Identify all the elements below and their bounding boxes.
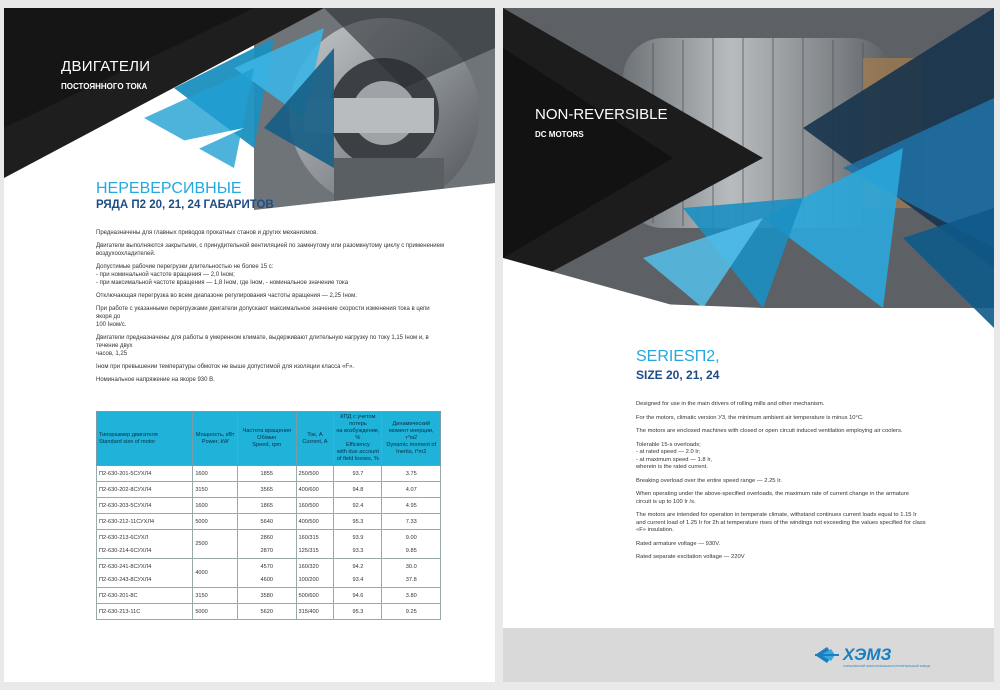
cell-value: 93.4 <box>352 576 364 583</box>
cell-value: П2-630-201-5СУХЛ4 <box>99 470 152 477</box>
cell-value: 5640 <box>260 518 273 525</box>
table-row <box>97 588 441 604</box>
cell-value: П2-630-213-11С <box>99 608 141 615</box>
section-subtitle: РЯДА П2 20, 21, 24 ГАБАРИТОВ <box>96 199 274 211</box>
cell-value: 315/400 <box>298 608 319 615</box>
table-cell-power: 5000 <box>193 604 238 620</box>
table-cell-inertia <box>382 482 441 498</box>
cell-value: 95.3 <box>352 518 364 525</box>
paragraph-line: Предназначены для главных приводов прокатных станов и других механизмов. <box>96 230 318 236</box>
cell-value: 1865 <box>260 502 273 509</box>
table-cell-eff <box>334 588 382 604</box>
cell-value: П2-630-213-6СУХЛ <box>99 534 149 541</box>
table-cell-eff <box>334 466 382 482</box>
table-cell-power: 3150 <box>193 588 238 604</box>
table-row <box>97 514 441 530</box>
paragraph <box>636 415 966 423</box>
table-cell-eff <box>334 498 382 514</box>
cell-value: 3.75 <box>405 470 417 477</box>
cell-value: 92.4 <box>352 502 364 509</box>
header-line: момент инерции, т*м2 <box>388 428 434 441</box>
table-row <box>97 604 441 620</box>
paragraph-line: Designed for use in the main drivers of rolling mills and other mechanism. <box>636 401 825 407</box>
header-line: Об/мин <box>257 435 277 441</box>
header-subtitle: ПОСТОЯННОГО ТОКА <box>61 82 148 91</box>
cell-value: П2-630-214-6СУХЛ4 <box>99 547 152 554</box>
table-cell-current <box>296 482 334 498</box>
cell-value: 95.3 <box>352 608 364 615</box>
cell-value: 100/200 <box>298 576 319 583</box>
cell-value: П2-630-241-8СУХЛ4 <box>99 563 152 570</box>
table-cell-speed <box>238 530 296 559</box>
header-line: Ток, А <box>307 431 323 438</box>
header-line: КПД с учетом <box>340 414 376 420</box>
paragraph-line: - при максимальной частоте вращения — 1,8 Iном, где Iном, - номинальное значение тока <box>96 280 349 286</box>
paragraph-line: - at rated speed — 2.0 Ir; <box>636 449 701 455</box>
paragraph-line: Двигатели предназначены для работы в умеренном климате, выдерживают длительную нагрузку по току 1,15 Iном и, в течение двух <box>96 335 429 349</box>
paragraph-line: 100 Iном/с. <box>96 322 127 328</box>
cell-value: 400/600 <box>298 486 319 493</box>
table-row <box>97 530 441 559</box>
header-line: of field losses, % <box>336 456 379 462</box>
table-cell-current <box>296 466 334 482</box>
paragraph <box>96 363 446 371</box>
header-line: Speed, rpm <box>252 442 282 448</box>
paragraph-line: Допустимые рабочие перегрузки длительностью не более 15 с: <box>96 264 274 270</box>
header-line: Мощность, кВт <box>195 431 235 438</box>
paragraph-line: - at maximum speed — 1.8 Ir, <box>636 456 713 463</box>
header-line: with due account <box>336 449 379 455</box>
table-cell-speed <box>238 604 296 620</box>
cell-value: 4600 <box>260 576 273 583</box>
paragraph-line: Rated separate excitation voltage — 220V <box>636 554 745 560</box>
header-title: ДВИГАТЕЛИ <box>61 58 151 75</box>
cell-value: 1855 <box>260 470 273 477</box>
paragraph-line: - при номинальной частоте вращения — 2,0 Iном; <box>96 272 235 278</box>
table-cell-model <box>97 559 193 588</box>
table-cell-inertia <box>382 588 441 604</box>
paragraph <box>636 428 966 436</box>
paragraph-line: and current load of 1.25 Ir for 2h at temperature rises of the windings not exceeding the values specified for class <box>636 519 926 526</box>
cell-value: П2-630-243-8СУХЛ4 <box>99 576 152 583</box>
cell-value: 30.0 <box>405 563 417 570</box>
cell-value: 125/315 <box>298 547 319 554</box>
paragraph <box>96 242 446 258</box>
paragraph <box>96 376 446 384</box>
table-cell-speed <box>238 498 296 514</box>
header-line: Current, A <box>302 438 328 445</box>
cell-value: 9.00 <box>405 534 417 541</box>
cell-value: 2860 <box>260 534 273 541</box>
series-subtitle: SIZE 20, 21, 24 <box>636 368 720 382</box>
header-line: Dynamic moment of <box>386 442 437 448</box>
table-row <box>97 466 441 482</box>
cell-value: 94.2 <box>352 563 364 570</box>
table-row <box>97 559 441 588</box>
paragraph <box>636 401 966 409</box>
paragraph-line: Двигатели выполняются закрытыми, с принудительной вентиляцией по замкнутому или разомкнутому циклу с применением <box>96 243 445 249</box>
left-page <box>4 8 495 682</box>
paragraph-line: Rated armature voltage — 930V. <box>636 540 721 547</box>
description-block-en <box>636 401 966 568</box>
table-row <box>97 498 441 514</box>
paragraph <box>636 512 966 535</box>
cell-value: 93.3 <box>352 547 364 554</box>
paragraph <box>636 541 966 549</box>
paragraph-line: Breaking overload over the entire speed range — 2.25 Ir. <box>636 477 782 484</box>
table-header-cell <box>382 412 441 466</box>
table-cell-model <box>97 604 193 620</box>
paragraph-line: The motors are intended for operation in temperate climate, withstand continues current loads equal to 1.15 Ir <box>636 512 917 518</box>
section-title: НЕРЕВЕРСИВНЫЕ <box>96 180 242 197</box>
header-line: потерь <box>349 421 367 427</box>
table-cell-current <box>296 498 334 514</box>
paragraph-line: воздухоохладителей. <box>96 251 156 257</box>
table-cell-eff <box>334 604 382 620</box>
table-cell-speed <box>238 514 296 530</box>
logo-subtext: ХАРЬКОВСКИЙ ЭЛЕКТРОМАШИНОСТРОИТЕЛЬНЫЙ ЗАВОД <box>843 664 930 668</box>
cell-value: 160/315 <box>298 534 319 541</box>
table-header-cell <box>193 412 238 466</box>
table-cell-eff <box>334 559 382 588</box>
cell-value: 94.8 <box>352 486 364 493</box>
table-cell-speed <box>238 559 296 588</box>
cell-value: П2-630-212-11СУХЛ4 <box>99 518 155 525</box>
table-cell-current <box>296 514 334 530</box>
cell-value: 37.8 <box>405 576 417 583</box>
paragraph-line: При работе с указанными перегрузками двигатели допускают максимальное значение скорости изменения тока в цепи якоря до <box>96 306 430 320</box>
table-cell-eff <box>334 482 382 498</box>
cell-value: 2870 <box>260 547 273 554</box>
paragraph-line: The motors are enclosed machines with closed or open circuit induced ventilation employing air coolers. <box>636 428 903 434</box>
table-cell-model <box>97 482 193 498</box>
table-cell-model <box>97 588 193 604</box>
cell-value: 3580 <box>260 592 273 599</box>
paragraph <box>636 554 966 562</box>
table-cell-inertia <box>382 604 441 620</box>
table-cell-power: 4000 <box>193 559 238 588</box>
cell-value: 93.7 <box>352 470 364 477</box>
header-line: Inertia, t*m2 <box>396 449 427 455</box>
table-cell-current <box>296 559 334 588</box>
cell-value: П2-630-201-8С <box>99 592 138 599</box>
table-cell-inertia <box>382 466 441 482</box>
paragraph <box>96 305 446 329</box>
table-cell-model <box>97 514 193 530</box>
table-cell-current <box>296 588 334 604</box>
table-header-cell <box>238 412 296 466</box>
cell-value: 9.85 <box>405 547 417 554</box>
table-cell-power: 1600 <box>193 466 238 482</box>
cell-value: 5620 <box>260 608 273 615</box>
cell-value: 4570 <box>260 563 273 570</box>
table-cell-speed <box>238 466 296 482</box>
cell-value: 160/500 <box>298 502 319 509</box>
cell-value: 93.9 <box>352 534 364 541</box>
table-cell-speed <box>238 482 296 498</box>
header-line: Efficiency <box>345 442 370 448</box>
table-cell-power: 1600 <box>193 498 238 514</box>
paragraph-line: часов, 1,25 <box>96 351 128 357</box>
header-title-en: NON-REVERSIBLE <box>535 106 668 123</box>
paragraph <box>636 491 966 506</box>
cell-value: 3.80 <box>405 592 417 599</box>
cell-value: 400/500 <box>298 518 319 525</box>
paragraph-line: Отключающая перегрузка во всем диапазоне регулирования частоты вращения — 2,25 Iном. <box>96 293 357 299</box>
table-header-cell <box>97 412 193 466</box>
cell-value: П2-630-203-5СУХЛ4 <box>99 502 152 509</box>
header-line: Частота вращения <box>242 428 291 434</box>
cell-value: 4.07 <box>405 486 417 493</box>
description-block <box>96 229 446 389</box>
logo-wordmark: ХЭМЗ <box>843 645 892 664</box>
table-cell-speed <box>238 588 296 604</box>
table-cell-eff <box>334 530 382 559</box>
table-header-cell <box>334 412 382 466</box>
header-line: Standard size of motor <box>99 438 156 445</box>
paragraph-line: For the motors, climatic version У3, the minimum ambient air temperature is minus 10°С. <box>636 414 864 421</box>
paragraph-line: «F» insulation. <box>636 527 674 533</box>
cell-value: 160/320 <box>298 563 319 570</box>
right-page <box>503 8 994 682</box>
table-cell-inertia <box>382 498 441 514</box>
paragraph-line: circuit is up to 100 Ir /s. <box>636 498 696 505</box>
paragraph-line: Tolerable 15-s overloads; <box>636 441 701 448</box>
header-line: на возбуждение, % <box>336 428 380 441</box>
cell-value: 9.25 <box>405 608 417 615</box>
table-cell-model <box>97 498 193 514</box>
spec-table <box>96 411 441 620</box>
hemz-logo <box>813 643 963 669</box>
paragraph <box>96 292 446 300</box>
cell-value: П2-630-202-8СУХЛ4 <box>99 486 152 493</box>
table-cell-power: 3150 <box>193 482 238 498</box>
header-line: Power, kW <box>201 438 229 445</box>
table-cell-current <box>296 604 334 620</box>
paragraph-line: Iном при превышении температуры обмоток не выше допустимой для изоляции класса «F». <box>96 364 355 370</box>
paragraph <box>96 334 446 358</box>
table-cell-power: 5000 <box>193 514 238 530</box>
header-line: Типоразмер двигателя <box>99 431 158 438</box>
paragraph <box>96 263 446 287</box>
table-cell-model <box>97 466 193 482</box>
table-cell-inertia <box>382 514 441 530</box>
paragraph <box>96 229 446 237</box>
table-header-cell <box>296 412 334 466</box>
table-cell-current <box>296 530 334 559</box>
paragraph <box>636 478 966 486</box>
table-cell-inertia <box>382 530 441 559</box>
table-cell-eff <box>334 514 382 530</box>
table-cell-power: 2500 <box>193 530 238 559</box>
cell-value: 500/600 <box>298 592 319 599</box>
series-title: SERIESП2, <box>636 348 720 365</box>
cell-value: 7.33 <box>405 518 417 525</box>
paragraph-line: When operating under the above-specified overloads, the maximum rate of current change in the armature <box>636 491 909 497</box>
cell-value: 250/500 <box>298 470 319 477</box>
cell-value: 3565 <box>260 486 273 493</box>
table-cell-inertia <box>382 559 441 588</box>
table-cell-model <box>97 530 193 559</box>
logo-emblem-icon <box>815 647 839 663</box>
header-line: Динамический <box>392 421 431 427</box>
cell-value: 4.95 <box>405 502 417 509</box>
paragraph-line: Номинальное напряжение на якоре 930 В. <box>96 377 215 383</box>
cell-value: 94.6 <box>352 592 364 599</box>
paragraph <box>636 442 966 472</box>
table-row <box>97 482 441 498</box>
header-subtitle-en: DC MOTORS <box>535 130 584 139</box>
paragraph-line: wherein is the rated current. <box>636 464 708 470</box>
